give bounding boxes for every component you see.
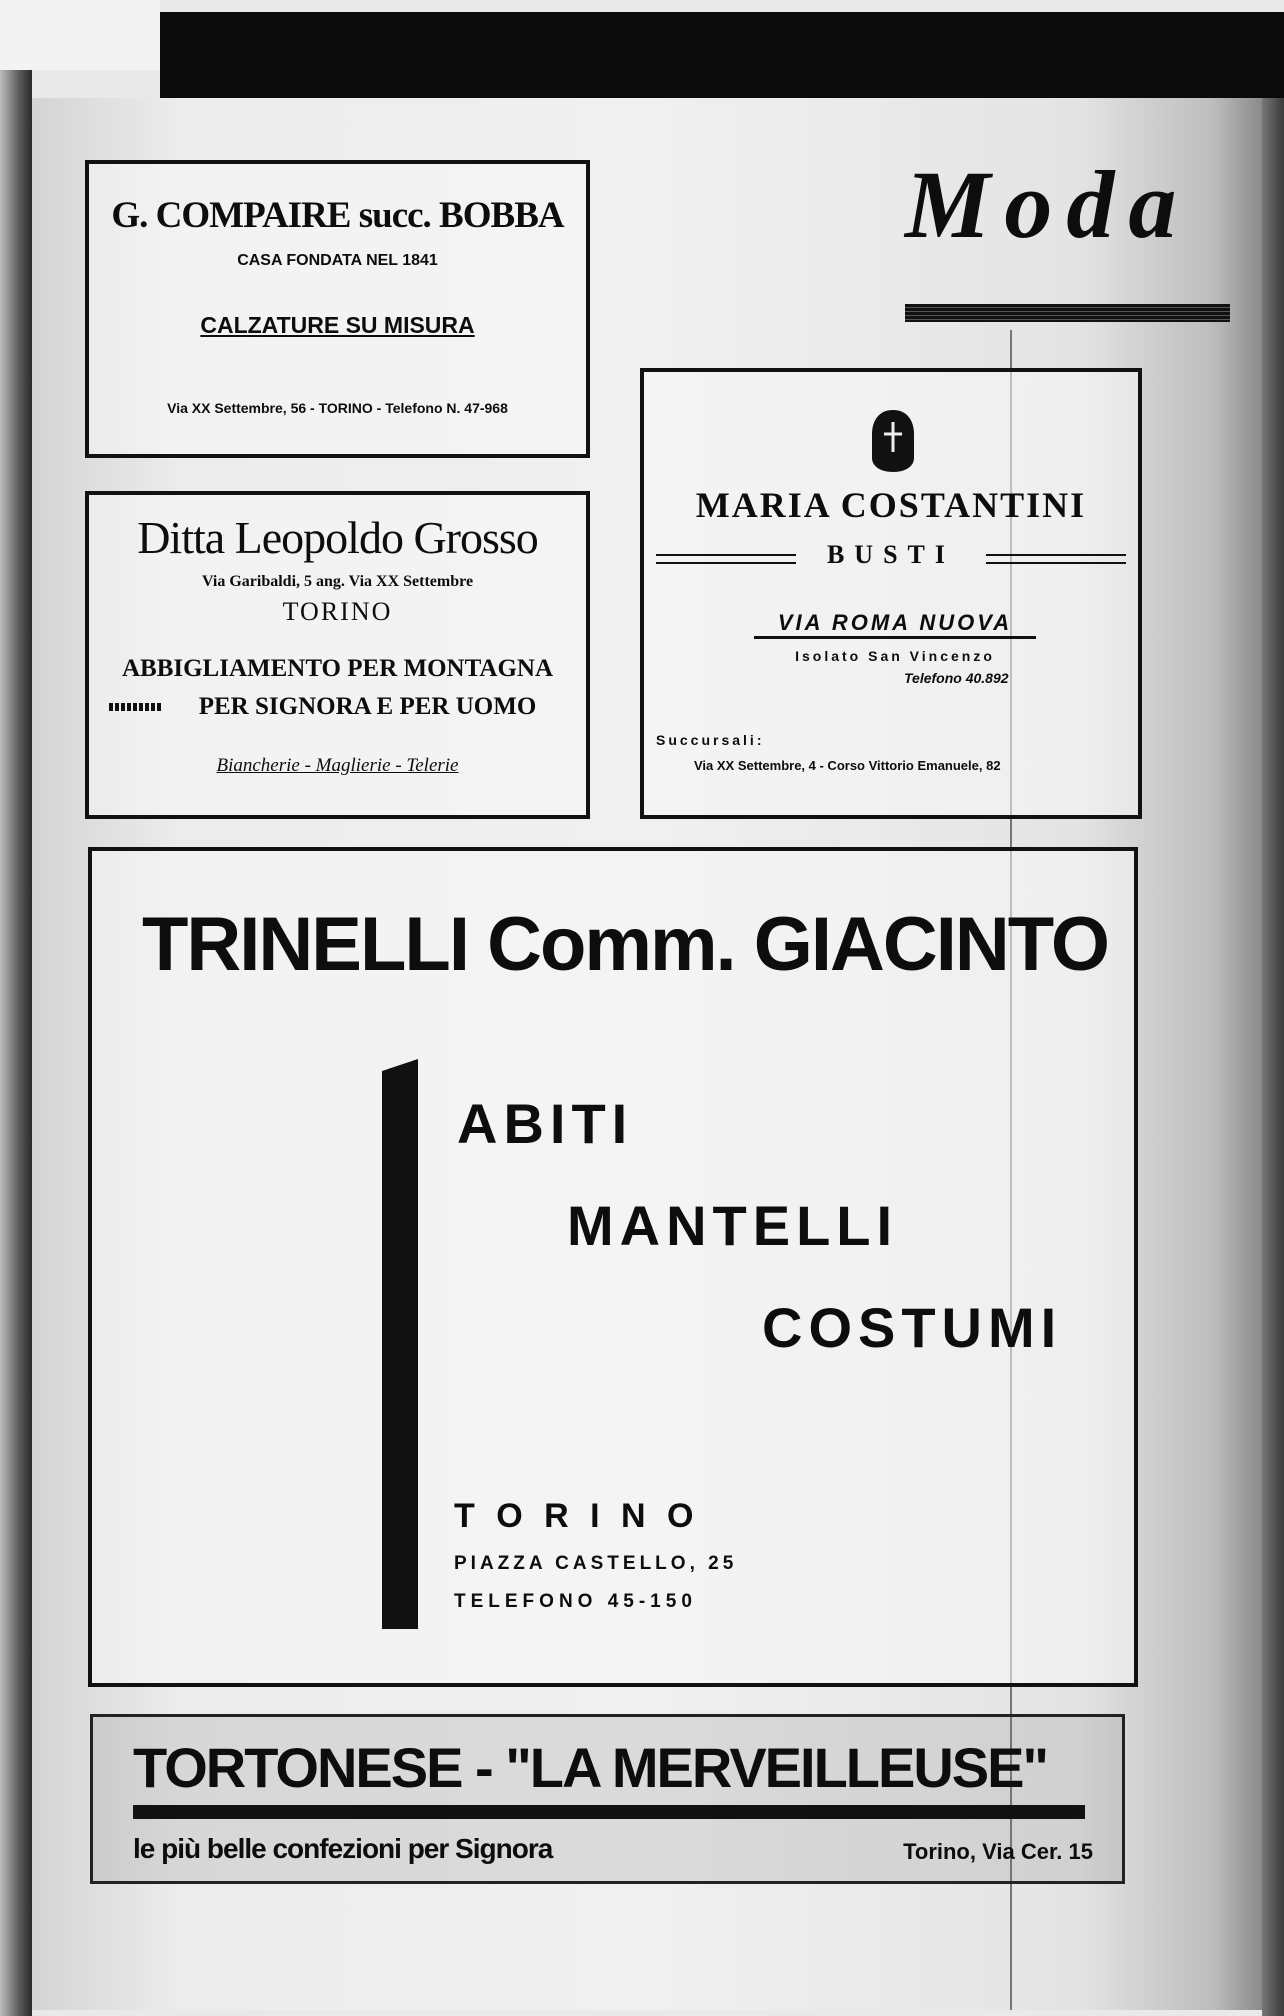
compaire-name: G. COMPAIRE succ. BOBBA: [111, 195, 564, 236]
tortonese-name: TORTONESE - "LA MERVEILLEUSE": [133, 1736, 1048, 1799]
compaire-product: CALZATURE SU MISURA: [200, 312, 475, 338]
compaire-address: Via XX Settembre, 56 - TORINO - Telefono N. 47-968: [167, 400, 508, 416]
ad-trinelli: [88, 847, 1138, 1687]
crest-icon: [870, 408, 916, 474]
tortonese-address: Torino, Via Cer. 15: [903, 1839, 1093, 1864]
scan-corner: [0, 0, 160, 70]
grosso-city: TORINO: [282, 597, 393, 626]
ad-grosso: [85, 491, 590, 819]
trinelli-item-mantelli: MANTELLI: [567, 1194, 899, 1257]
costantini-phone: Telefono 40.892: [904, 670, 1009, 686]
trinelli-name: TRINELLI Comm. GIACINTO: [142, 902, 1108, 987]
tortonese-rule: [133, 1805, 1085, 1819]
grosso-line1: ABBIGLIAMENTO PER MONTAGNA: [121, 655, 554, 682]
ad-tortonese: [90, 1714, 1125, 1884]
busti-rule-left: [656, 554, 796, 564]
costantini-street: VIA ROMA NUOVA: [754, 610, 1036, 639]
busti-rule-right: [986, 554, 1126, 564]
grosso-address: Via Garibaldi, 5 ang. Via XX Settembre: [201, 573, 474, 590]
grosso-line2: PER SIGNORA E PER UOMO: [198, 693, 537, 720]
costantini-branches-label: Succursali:: [656, 732, 765, 748]
costantini-isolato: Isolato San Vincenzo: [795, 648, 995, 664]
tortonese-tagline: le più belle confezioni per Signora: [133, 1833, 553, 1864]
grosso-goods: Biancherie - Maglierie - Telerie: [216, 755, 459, 776]
ad-costantini: [640, 368, 1142, 819]
trinelli-address: PIAZZA CASTELLO, 25: [454, 1553, 738, 1574]
costantini-product: BUSTI: [826, 540, 956, 569]
compaire-founded: CASA FONDATA NEL 1841: [237, 252, 438, 269]
trinelli-item-costumi: COSTUMI: [762, 1296, 1063, 1359]
costantini-branches: Via XX Settembre, 4 - Corso Vittorio Emanuele, 82: [694, 758, 1001, 773]
scan-left-edge: [0, 70, 32, 2016]
grosso-name: Ditta Leopoldo Grosso: [137, 512, 538, 563]
moda-title: Moda: [905, 151, 1191, 258]
moda-rule: [905, 304, 1230, 322]
trinelli-city: T O R I N O: [454, 1497, 700, 1535]
trinelli-phone: TELEFONO 45-150: [454, 1591, 697, 1612]
costantini-name: MARIA COSTANTINI: [695, 485, 1087, 525]
trinelli-item-abiti: ABITI: [457, 1092, 634, 1155]
scan-right-edge: [1262, 98, 1284, 2016]
ad-compaire: [85, 160, 590, 458]
scan-top-shadow: [160, 12, 1284, 104]
trinelli-vertical-bar: [382, 1059, 418, 1629]
